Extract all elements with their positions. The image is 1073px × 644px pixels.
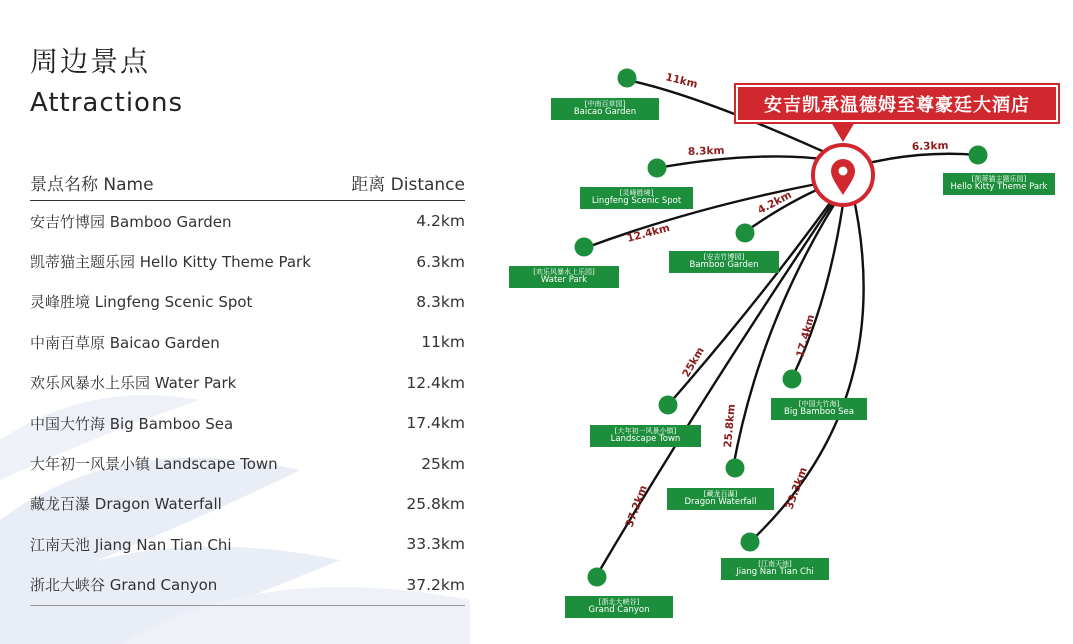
- table-row: [30, 241, 465, 281]
- hotel-banner: 安吉凯承温德姆至尊豪廷大酒店: [736, 85, 1058, 122]
- site-label-landscape-town: [大年初一风景小镇] Landscape Town: [590, 425, 701, 447]
- table-row: [30, 322, 465, 362]
- attraction-name: 江南天池 Jiang Nan Tian Chi: [30, 535, 232, 554]
- attraction-name: 中国大竹海 Big Bamboo Sea: [30, 414, 234, 433]
- route-lingfeng: [657, 156, 830, 168]
- attraction-distance: 12.4km: [406, 373, 465, 392]
- header-name: 景点名称 Name: [30, 175, 154, 195]
- section-title-en: Attractions: [30, 88, 183, 118]
- distance-grand-canyon: 37.2km: [623, 483, 650, 530]
- attraction-name: 藏龙百瀑 Dragon Waterfall: [30, 495, 222, 514]
- attraction-name: 安吉竹博园 Bamboo Garden: [30, 212, 232, 231]
- site-label-water-park: [欢乐风暴水上乐园] Water Park: [509, 266, 619, 288]
- route-map: [500, 60, 1073, 644]
- attraction-distance: 25.8km: [406, 494, 465, 513]
- site-label-grand-canyon: [浙北大峡谷] Grand Canyon: [565, 596, 673, 618]
- table-row: [30, 201, 465, 241]
- site-label-tianchi: [江南天池] Jiang Nan Tian Chi: [721, 558, 829, 580]
- attraction-distance: 4.2km: [416, 212, 465, 231]
- site-label-big-bamboo-sea: [中国大竹海] Big Bamboo Sea: [771, 398, 867, 420]
- distance-bamboo-garden: 4.2km: [755, 188, 794, 217]
- site-marker: [969, 146, 988, 165]
- site-marker: [783, 370, 802, 389]
- attraction-distance: 8.3km: [416, 292, 465, 311]
- site-marker: [726, 459, 745, 478]
- attraction-distance: 6.3km: [416, 252, 465, 271]
- table-row: [30, 565, 465, 606]
- attractions-table: [30, 165, 465, 606]
- site-marker: [741, 533, 760, 552]
- distance-landscape-town: 25km: [680, 345, 707, 380]
- section-title-cn: 周边景点: [30, 45, 151, 78]
- site-label-baicao: [中南百草园] Baicao Garden: [551, 98, 659, 120]
- table-row: [30, 403, 465, 443]
- route-hellokitty: [860, 154, 978, 165]
- header-distance: 距离 Distance: [351, 175, 465, 195]
- attraction-name: 大年初一风景小镇 Landscape Town: [30, 455, 278, 474]
- distance-baicao: 11km: [664, 71, 699, 91]
- site-label-hellokitty: [凯蒂猫主题乐园] Hello Kitty Theme Park: [943, 173, 1055, 195]
- distance-lingfeng: 8.3km: [687, 144, 725, 158]
- table-row: [30, 443, 465, 483]
- attraction-distance: 17.4km: [406, 414, 465, 433]
- table-row: [30, 363, 465, 403]
- site-marker: [736, 224, 755, 243]
- attraction-name: 凯蒂猫主题乐园 Hello Kitty Theme Park: [30, 253, 311, 272]
- attraction-distance: 25km: [421, 454, 465, 473]
- attraction-name: 欢乐风暴水上乐园 Water Park: [30, 374, 237, 393]
- table-row: [30, 282, 465, 322]
- distance-water-park: 12.4km: [625, 221, 672, 245]
- site-label-dragon-waterfall: [藏龙百瀑] Dragon Waterfall: [667, 488, 774, 510]
- site-marker: [648, 159, 667, 178]
- site-marker: [659, 396, 678, 415]
- site-label-bamboo-garden: [安吉竹博园] Bamboo Garden: [669, 251, 779, 273]
- attraction-distance: 37.2km: [406, 575, 465, 594]
- site-marker: [588, 568, 607, 587]
- table-header: [30, 165, 465, 201]
- hotel-pointer: [831, 122, 855, 142]
- attraction-name: 灵峰胜境 Lingfeng Scenic Spot: [30, 293, 253, 312]
- table-row: [30, 484, 465, 524]
- table-row: [30, 524, 465, 564]
- site-label-lingfeng: [灵峰胜境] Lingfeng Scenic Spot: [580, 187, 693, 209]
- attraction-distance: 11km: [421, 333, 465, 352]
- site-marker: [618, 69, 637, 88]
- distance-big-bamboo-sea: 17.4km: [794, 313, 818, 359]
- distance-hellokitty: 6.3km: [911, 139, 949, 153]
- attraction-distance: 33.3km: [406, 535, 465, 554]
- attraction-name: 中南百草原 Baicao Garden: [30, 333, 220, 352]
- attraction-name: 浙北大峡谷 Grand Canyon: [30, 576, 218, 595]
- distance-dragon-waterfall: 25.8km: [722, 403, 738, 449]
- site-marker: [575, 238, 594, 257]
- distance-tianchi: 33.3km: [783, 465, 810, 512]
